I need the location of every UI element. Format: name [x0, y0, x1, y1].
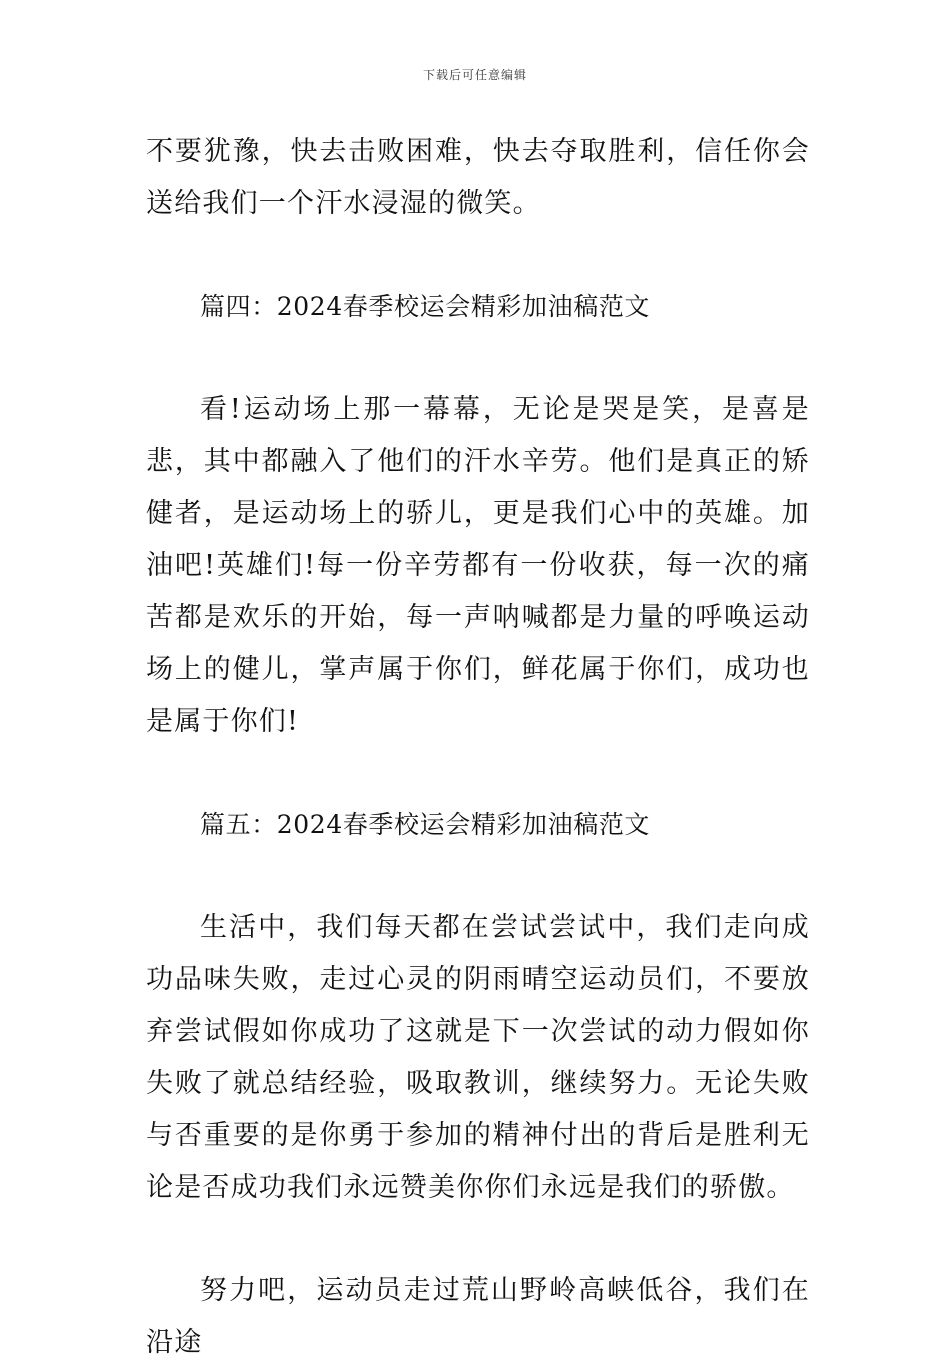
paragraph-4: 努力吧，运动员走过荒山野岭高峡低谷，我们在沿途: [146, 1275, 810, 1358]
paragraph-2: 看!运动场上那一幕幕，无论是哭是笑，是喜是悲，其中都融入了他们的汗水辛劳。他们是真正的矫健者，是运动场上的骄儿，更是我们心中的英雄。加油吧!英雄们!每一份辛劳都有一份收获，每一次的痛苦都是欢乐的开始，每一声呐喊都是力量的呼唤运动场上的健儿，掌声属于你们，鲜花属于你们，成功也是属于你们!: [146, 394, 810, 737]
section-heading-5: 篇五：2024春季校运会精彩加油稿范文: [200, 810, 651, 839]
header-note: 下载后可任意编辑: [422, 68, 527, 82]
paragraph-spacer: [146, 748, 810, 799]
section-heading-4: 篇四：2024春季校运会精彩加油稿范文: [200, 292, 651, 321]
paragraph-spacer: [146, 333, 810, 384]
document-body: [146, 126, 810, 1369]
paragraph-spacer: [146, 1214, 810, 1265]
paragraph-3: 生活中，我们每天都在尝试尝试中，我们走向成功品味失败，走过心灵的阴雨晴空运动员们，不要放弃尝试假如你成功了这就是下一次尝试的动力假如你失败了就总结经验，吸取教训，继续努力。无论失败与否重要的是你勇于参加的精神付出的背后是胜利无论是否成功我们永远赞美你你们永远是我们的骄傲。: [146, 912, 810, 1203]
paragraph-1: 不要犹豫，快去击败困难，快去夺取胜利，信任你会送给我们一个汗水浸湿的微笑。: [146, 136, 810, 219]
paragraph-spacer: [146, 230, 810, 281]
paragraph-spacer: [146, 851, 810, 902]
